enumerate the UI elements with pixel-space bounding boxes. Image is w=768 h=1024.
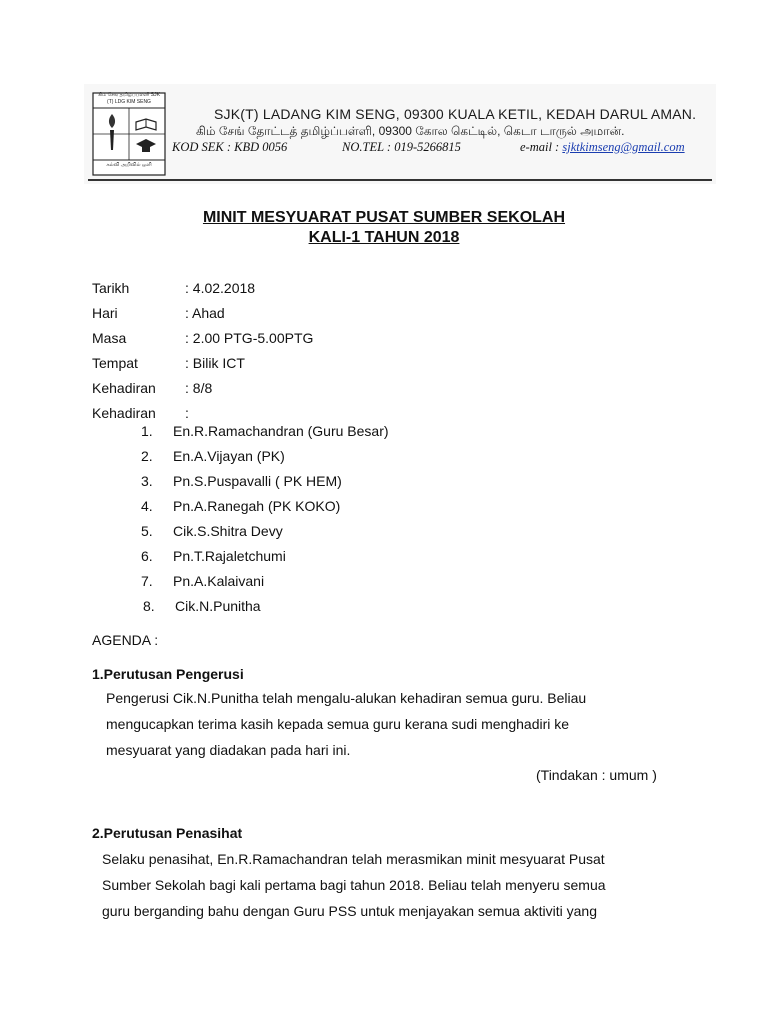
school-name-tamil: கிம் சேங் தோட்டத் தமிழ்ப்பள்ளி, 09300 கோல கெட்டில், கெடா டாருல் அமான். bbox=[196, 124, 625, 138]
minutes-title: MINIT MESYUARAT PUSAT SUMBER SEKOLAH bbox=[202, 209, 566, 226]
email-link[interactable]: sjktkimseng@gmail.com bbox=[562, 140, 685, 154]
info-value: : Ahad bbox=[185, 305, 225, 321]
school-phone: NO.TEL : 019-5266815 bbox=[342, 140, 461, 154]
list-item: Pn.A.Ranegah (PK KOKO) bbox=[173, 498, 341, 514]
agenda-label: AGENDA : bbox=[92, 632, 159, 648]
info-label: Tempat bbox=[92, 355, 138, 371]
list-item: Pn.S.Puspavalli ( PK HEM) bbox=[173, 473, 342, 489]
paragraph-line: guru berganding bahu dengan Guru PSS untuk menjayakan semua aktiviti yang bbox=[102, 903, 597, 919]
list-item-number: 6. bbox=[141, 548, 153, 564]
school-email bbox=[520, 140, 685, 155]
letterhead-divider bbox=[88, 179, 712, 181]
paragraph-line: mengucapkan terima kasih kepada semua guru kerana sudi menghadiri ke bbox=[106, 716, 570, 732]
info-label: Kehadiran bbox=[92, 380, 156, 396]
section-heading-chairman: 1.Perutusan Pengerusi bbox=[92, 666, 244, 682]
info-value: : 4.02.2018 bbox=[185, 280, 256, 296]
list-item-number: 2. bbox=[141, 448, 153, 464]
minutes-subtitle: KALI-1 TAHUN 2018 bbox=[308, 229, 460, 246]
paragraph-line: Pengerusi Cik.N.Punitha telah mengalu-alukan kehadiran semua guru. Beliau bbox=[106, 690, 587, 706]
paragraph-line: mesyuarat yang diadakan pada hari ini. bbox=[106, 742, 351, 758]
school-name: SJK(T) LADANG KIM SENG, 09300 KUALA KETIL, KEDAH DARUL AMAN. bbox=[214, 106, 697, 122]
info-label: Masa bbox=[92, 330, 127, 346]
list-item-number: 4. bbox=[141, 498, 153, 514]
email-label: e-mail : bbox=[520, 140, 560, 154]
list-item: Cik.N.Punitha bbox=[175, 598, 261, 614]
list-item: En.A.Vijayan (PK) bbox=[173, 448, 285, 464]
paragraph-line: Selaku penasihat, En.R.Ramachandran telah merasmikan minit mesyuarat Pusat bbox=[102, 851, 605, 867]
letterhead bbox=[84, 84, 716, 184]
info-value: : bbox=[185, 405, 189, 421]
section-heading-advisor: 2.Perutusan Penasihat bbox=[92, 825, 243, 841]
crest-bottom-text: கல்வி அறிவில் ஒளி bbox=[106, 162, 152, 168]
info-label: Kehadiran bbox=[92, 405, 156, 421]
list-item: Pn.T.Rajaletchumi bbox=[173, 548, 286, 564]
list-item: Pn.A.Kalaivani bbox=[173, 573, 265, 589]
list-item-number: 7. bbox=[141, 573, 153, 589]
crest-top-text: கிம் சேங் தமிழ்ப்பள்ளி SJK (T) LDG KIM SENG bbox=[98, 92, 160, 105]
info-value: : 8/8 bbox=[185, 380, 213, 396]
action-note: (Tindakan : umum ) bbox=[536, 767, 657, 783]
info-label: Tarikh bbox=[92, 280, 130, 296]
list-item-number: 1. bbox=[141, 423, 153, 439]
school-crest bbox=[92, 92, 166, 176]
info-value: : 2.00 PTG-5.00PTG bbox=[185, 330, 314, 346]
list-item-number: 8. bbox=[143, 598, 155, 614]
info-label: Hari bbox=[92, 305, 118, 321]
list-item: En.R.Ramachandran (Guru Besar) bbox=[173, 423, 389, 439]
list-item-number: 3. bbox=[141, 473, 153, 489]
list-item-number: 5. bbox=[141, 523, 153, 539]
list-item: Cik.S.Shitra Devy bbox=[173, 523, 283, 539]
paragraph-line: Sumber Sekolah bagi kali pertama bagi tahun 2018. Beliau telah menyeru semua bbox=[102, 877, 606, 893]
school-code: KOD SEK : KBD 0056 bbox=[172, 140, 288, 154]
info-value: : Bilik ICT bbox=[185, 355, 245, 371]
